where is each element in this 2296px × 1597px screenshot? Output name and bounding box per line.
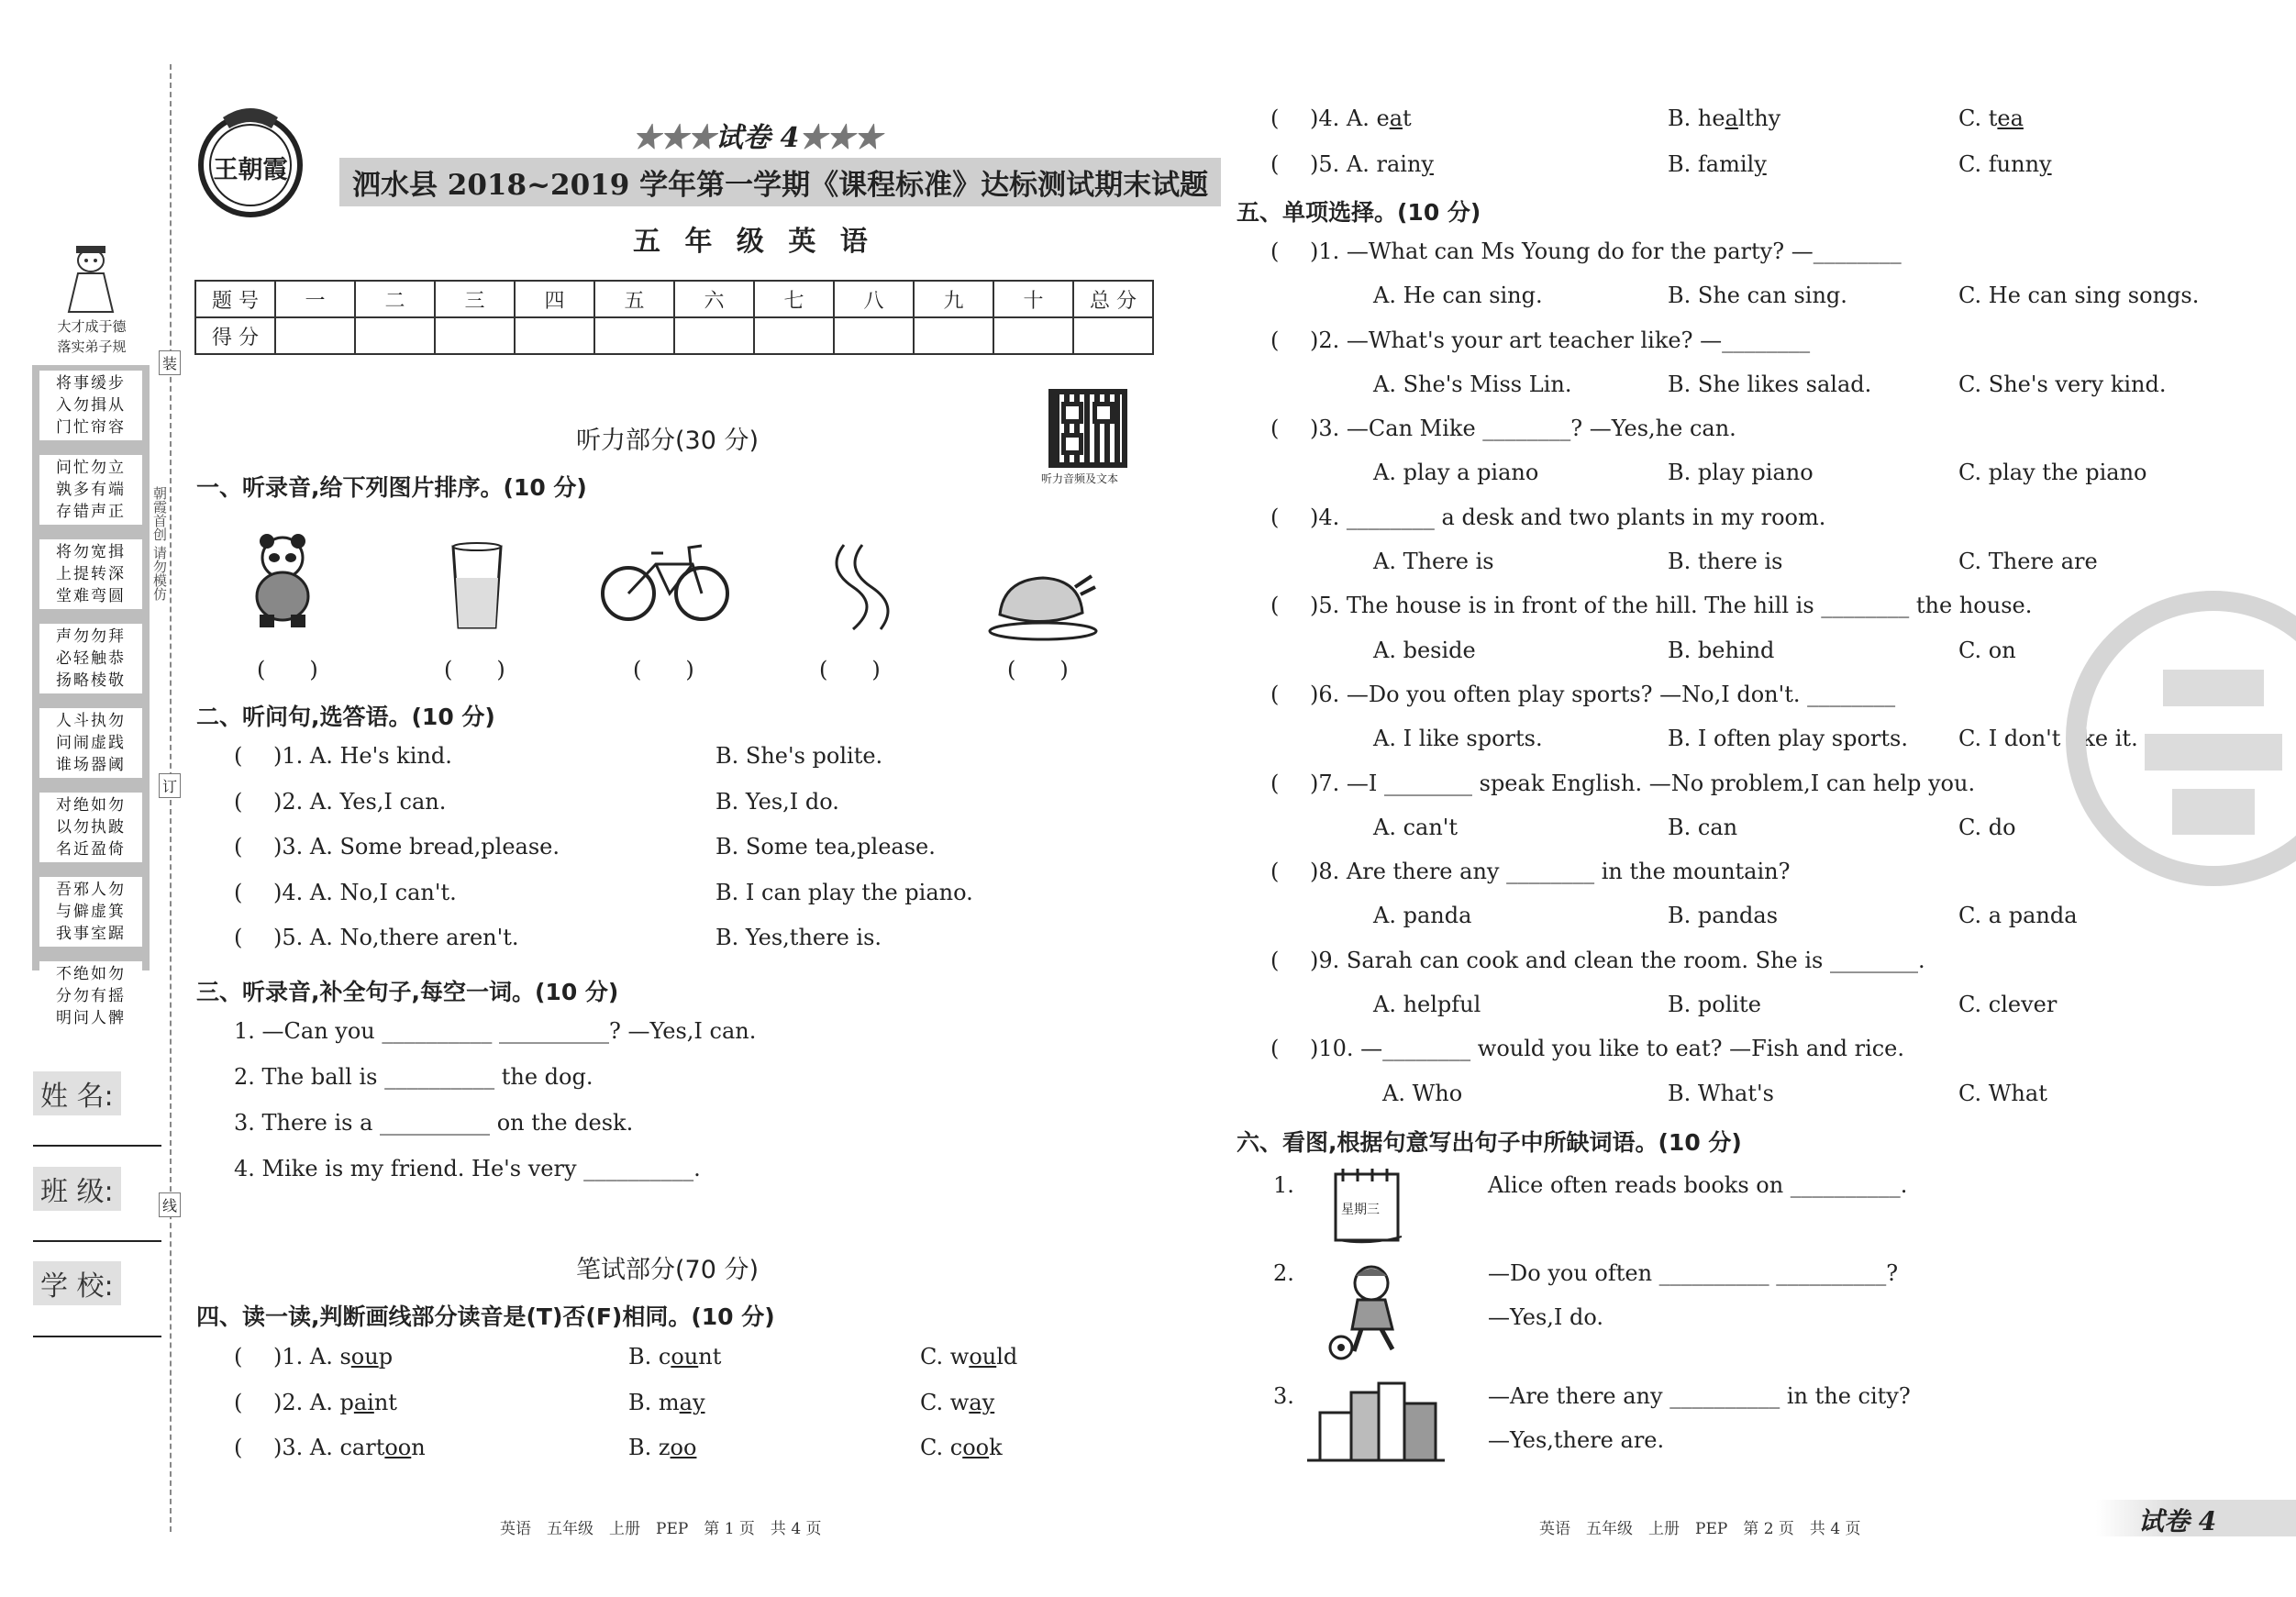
option-a: )4. A. No,I can't. [273,879,457,905]
question-text: )1. —What can Ms Young do for the party? —________ [1310,238,1902,264]
mc-options [1270,372,2279,416]
mc-question [1270,416,2279,460]
poem-line: 分勿有摇 [56,987,126,1005]
score-input-cell[interactable] [1073,317,1153,354]
poem-line: 与僻虚箕 [56,903,126,921]
answer-paren-1[interactable]: ( ) [257,657,318,682]
question-text: )8. Are there any ________ in the mountain? [1310,859,1791,885]
option-b: B. I can play the piano. [715,879,973,905]
fill-line: 2. The ball is __________ the dog. [234,1064,593,1090]
section-2-list [234,743,1059,970]
option-c[interactable]: C. I don't like it. [1958,726,2138,752]
score-input-cell[interactable] [435,317,515,354]
option-c[interactable]: C. a panda [1958,903,2078,929]
option-b[interactable]: B. She can sing. [1668,283,1847,309]
paper-tag: ★★★试卷 4★★★ [633,122,882,154]
class-label: 班 级: [33,1167,121,1211]
poem-line: 门忙帘容 [56,418,126,437]
poem-line: 入勿揖从 [56,396,126,415]
answer-paren[interactable]: ( [1270,947,1280,973]
score-input-cell[interactable] [355,317,435,354]
poem-group [39,371,142,440]
option-b: B. Yes,I do. [715,788,839,815]
answer-paren[interactable]: ( [1270,504,1280,530]
s6-item-3-number: 3. [1273,1383,1294,1409]
option-c[interactable]: C. do [1958,814,2016,840]
option-a: )1. A. He's kind. [273,743,452,769]
phonics-row [234,1435,1059,1481]
subject-title [633,218,875,259]
score-header-cell: 八 [834,281,914,317]
mc-question [1270,948,2279,992]
fold-line [170,64,172,1532]
mc-options [1270,1081,2279,1125]
mc-options [1270,903,2279,947]
word-a: )2. A. paint [273,1389,397,1415]
option-b: B. She's polite. [715,743,883,769]
score-table [194,280,1154,355]
sidebar-panel [32,365,150,1027]
score-input-cell[interactable] [594,317,674,354]
bicycle-icon [601,527,729,628]
score-input-cell[interactable] [914,317,993,354]
option-b: B. Yes,there is. [715,925,882,950]
answer-paren[interactable]: ( [234,788,243,815]
school-field[interactable] [33,1336,161,1337]
mc-question [1270,505,2279,549]
poem-group [39,455,142,525]
answer-paren[interactable]: ( [1270,416,1280,442]
answer-paren[interactable]: ( [1270,238,1280,264]
option-a: )5. A. No,there aren't. [273,925,519,950]
name-label: 姓 名: [33,1071,121,1115]
option-b[interactable]: B. can [1668,814,1738,840]
footer-left: 英语 五年级 上册 PEP 第 1 页 共 4 页 [500,1520,822,1538]
word-a: )5. A. rainy [1310,150,1434,177]
option-b[interactable]: B. polite [1668,992,1761,1018]
word-b: B. healthy [1668,105,1781,131]
seal-label-1: 装 [159,350,181,375]
score-header-cell: 一 [275,281,355,317]
word-c: C. would [920,1344,1018,1370]
option-b: B. Some tea,please. [715,834,936,859]
calendar-text: 星期三 [1341,1203,1380,1217]
score-header-cell: 五 [594,281,674,317]
score-input-cell[interactable] [834,317,914,354]
name-field[interactable] [33,1145,161,1147]
s6-item-3-line-2: —Yes,there are. [1488,1427,1665,1453]
poem-line: 人斗执勿 [56,712,126,730]
word-b: B. zoo [628,1435,697,1460]
glass-icon [422,537,532,638]
answer-paren-2[interactable]: ( ) [444,657,505,682]
mc-question [1270,1036,2279,1080]
poem-line: 扬略棱敬 [56,671,126,690]
word-a: )1. A. soup [273,1344,394,1370]
poem-line: 上提转深 [56,565,126,583]
s6-item-2-line-2: —Yes,I do. [1488,1304,1604,1330]
section-6-title: 六、看图,根据句意写出句子中所缺词语。(10 分) [1237,1129,1742,1156]
choice-row [234,789,1059,835]
option-a[interactable]: A. He can sing. [1373,283,1543,309]
poem-line: 将勿宽揖 [56,543,126,561]
question-text: )10. —________ would you like to eat? —Fish and rice. [1310,1036,1905,1062]
poem-line: 对绝如勿 [56,796,126,815]
mc-options [1270,992,2279,1036]
score-table-score-row [195,317,1153,354]
phonics-row [234,1390,1059,1436]
poem-line: 吾邪人勿 [56,881,126,899]
question-text: )3. —Can Mike ________? —Yes,he can. [1310,416,1736,442]
score-header-cell: 三 [435,281,515,317]
panda-icon [227,530,338,631]
written-title: 笔试部分(70 分) [576,1256,760,1284]
mc-options [1270,460,2279,504]
answer-paren[interactable]: ( [234,879,243,905]
poem-group [39,793,142,862]
s6-item-3-line-1: —Are there any __________ in the city? [1488,1383,1911,1409]
option-c[interactable]: C. He can sing songs. [1958,283,2200,309]
score-input-cell[interactable] [993,317,1073,354]
word-c: C. cook [920,1435,1003,1460]
score-header-cell: 题 号 [195,281,275,317]
class-field[interactable] [33,1240,161,1242]
option-a[interactable]: A. play a piano [1373,460,1539,486]
motto-line-2: 落实弟子规 [57,338,127,355]
option-a: )3. A. Some bread,please. [273,834,560,859]
vertical-note: 朝霞首创 请勿模仿 [151,486,168,601]
answer-paren[interactable]: ( [1270,770,1280,796]
option-b[interactable]: B. pandas [1668,903,1779,929]
word-a: )4. A. eat [1310,105,1412,131]
choice-row [234,880,1059,926]
footer-tag-text: 试卷 4 [2138,1506,2217,1536]
answer-paren[interactable]: ( [1270,1036,1280,1062]
option-a: )2. A. Yes,I can. [273,788,447,815]
option-c[interactable]: C. on [1958,637,2016,663]
option-a[interactable]: A. helpful [1373,992,1481,1018]
score-header-cell: 九 [914,281,993,317]
poem-line: 存错声正 [56,503,126,521]
option-c[interactable]: C. clever [1958,992,2058,1018]
word-c: C. funny [1958,150,2052,177]
answer-paren[interactable]: ( [1270,105,1280,131]
option-c[interactable]: C. play the piano [1958,460,2147,486]
score-input-cell[interactable] [275,317,355,354]
option-a[interactable]: A. There is [1373,549,1494,575]
option-b[interactable]: B. there is [1668,549,1783,575]
answer-paren-3[interactable]: ( ) [633,657,694,682]
question-text: )4. ________ a desk and two plants in my room. [1310,504,1826,530]
poem-line: 明问人髀 [56,1009,126,1027]
answer-paren[interactable]: ( [234,1389,243,1415]
scholar-illustration [41,240,140,314]
boy-football-icon [1321,1261,1413,1362]
fill-line: 1. —Can you __________ __________? —Yes,I can. [234,1018,757,1044]
word-b: B. count [628,1344,722,1370]
word-a: )3. A. cartoon [273,1435,426,1460]
di-zi-gui-poem [32,365,150,1048]
section-4-list-left [234,1344,1059,1481]
secret-seal-watermark [2062,587,2296,890]
question-text: )5. The house is in front of the hill. The hill is ________ the house. [1310,593,2033,619]
phonics-row [1270,105,2234,151]
section-3-list [234,1018,756,1202]
answer-paren[interactable]: ( [234,1435,243,1460]
s6-item-2-number: 2. [1273,1260,1294,1286]
poem-line: 将事缓步 [56,374,126,393]
mc-question [1270,327,2279,372]
qr-code[interactable] [1048,389,1127,468]
city-buildings-icon [1307,1376,1445,1463]
mc-question [1270,238,2279,283]
choice-row [234,834,1059,880]
score-input-cell[interactable] [754,317,834,354]
phonics-row [1270,151,2234,197]
s6-item-1-number: 1. [1273,1172,1294,1198]
fill-line: 4. Mike is my friend. He's very __________. [234,1156,701,1181]
section-1-title: 一、听录音,给下列图片排序。(10 分) [196,474,587,501]
score-header-cell: 二 [355,281,435,317]
logo-emblem [191,99,310,218]
option-b[interactable]: B. behind [1668,637,1775,663]
question-text: )7. —I ________ speak English. —No problem,I can help you. [1310,770,1976,796]
poem-group [39,961,142,1031]
score-header-cell: 四 [515,281,594,317]
section-5-title: 五、单项选择。(10 分) [1237,199,1481,226]
score-input-cell[interactable] [515,317,594,354]
question-text: )6. —Do you often play sports? —No,I don't. ________ [1310,681,1896,707]
option-a[interactable]: A. panda [1373,903,1472,929]
option-c[interactable]: C. What [1958,1080,2047,1106]
poem-line: 问忙勿立 [56,459,126,477]
seal-label-3: 线 [159,1192,181,1217]
section-4-title: 四、读一读,判断画线部分读音是(T)否(F)相同。(10 分) [196,1303,775,1330]
choice-row [234,925,1059,970]
poem-line: 声勿勿拜 [56,627,126,646]
option-a[interactable]: A. I like sports. [1373,726,1543,752]
option-b[interactable]: B. What's [1668,1080,1774,1106]
answer-paren[interactable]: ( [234,925,243,950]
answer-paren[interactable]: ( [1270,150,1280,177]
question-text: )2. —What's your art teacher like? —________ [1310,327,1811,353]
answer-paren[interactable]: ( [1270,593,1280,619]
s6-item-1-line-1: Alice often reads books on __________. [1488,1172,1908,1198]
footer-tag [2096,1500,2296,1536]
answer-paren[interactable]: ( [234,834,243,859]
section-3-title: 三、听录音,补全句子,每空一词。(10 分) [196,979,619,1005]
poem-group [39,877,142,947]
word-c: C. tea [1958,105,2024,131]
answer-paren-5[interactable]: ( ) [1007,657,1069,682]
score-row-label: 得 分 [195,317,275,354]
poem-line: 堂难弯圆 [56,587,126,605]
option-b[interactable]: B. She likes salad. [1668,371,1872,397]
option-c[interactable]: C. She's very kind. [1958,371,2167,397]
chicken-icon [983,550,1103,651]
seal-label-2: 订 [159,773,181,798]
choice-row [234,743,1059,789]
logo-text: 王朝霞 [213,156,288,184]
score-header-cell: 十 [993,281,1073,317]
answer-paren[interactable]: ( [234,743,243,769]
school-label: 学 校: [33,1261,121,1305]
road-icon [807,537,917,638]
option-a[interactable]: A. She's Miss Lin. [1373,371,1572,397]
listening-title: 听力部分(30 分) [576,427,760,455]
answer-paren[interactable]: ( [1270,859,1280,885]
fill-line: 3. There is a __________ on the desk. [234,1110,634,1136]
option-a[interactable]: A. Who [1382,1080,1463,1106]
mc-options [1270,283,2279,327]
answer-paren[interactable]: ( [234,1344,243,1370]
phonics-row [234,1344,1059,1390]
answer-paren[interactable]: ( [1270,327,1280,353]
sidebar-motto [37,316,147,357]
poem-line: 问闹虚践 [56,734,126,752]
poem-line: 以勿执跛 [56,818,126,837]
poem-line: 谁场器阈 [56,756,126,774]
answer-paren[interactable]: ( [1270,681,1280,707]
motto-line-1: 大才成于德 [57,318,127,335]
paper-tag-text: 试卷 4 [715,122,800,154]
option-b[interactable]: B. play piano [1668,460,1814,486]
word-c: C. way [920,1389,995,1415]
question-text: )9. Sarah can cook and clean the room. She is ________. [1310,947,1925,973]
exam-title [339,158,1221,206]
option-a[interactable]: A. can't [1373,814,1459,840]
score-table-header-row [195,281,1153,317]
answer-paren-4[interactable]: ( ) [819,657,881,682]
word-b: B. family [1668,150,1767,177]
exam-title-text: 泗水县 2018~2019 学年第一学期《课程标准》达标测试期末试题 [339,158,1221,206]
poem-group [39,539,142,609]
score-input-cell[interactable] [674,317,754,354]
option-c[interactable]: C. There are [1958,549,2098,575]
subject-title-text: 五 年 级 英 语 [633,226,875,258]
poem-line: 名近盈倚 [56,840,126,859]
word-b: B. may [628,1389,705,1415]
poem-line: 必轻触恭 [56,649,126,668]
score-header-cell: 总 分 [1073,281,1153,317]
option-b[interactable]: B. I often play sports. [1668,726,1908,752]
calendar-icon [1332,1163,1405,1246]
qr-caption: 听力音频及文本 [1041,472,1119,485]
score-header-cell: 七 [754,281,834,317]
option-a[interactable]: A. beside [1373,637,1476,663]
poem-group [39,624,142,693]
footer-right: 英语 五年级 上册 PEP 第 2 页 共 4 页 [1539,1520,1861,1538]
section-2-title: 二、听问句,选答语。(10 分) [196,704,495,730]
poem-line: 我事室踞 [56,925,126,943]
s6-item-2-line-1: —Do you often __________ __________? [1488,1260,1899,1286]
section-4-list-right [1270,105,2234,196]
score-header-cell: 六 [674,281,754,317]
poem-line: 不绝如勿 [56,965,126,983]
poem-line: 孰多有端 [56,481,126,499]
poem-group [39,708,142,778]
